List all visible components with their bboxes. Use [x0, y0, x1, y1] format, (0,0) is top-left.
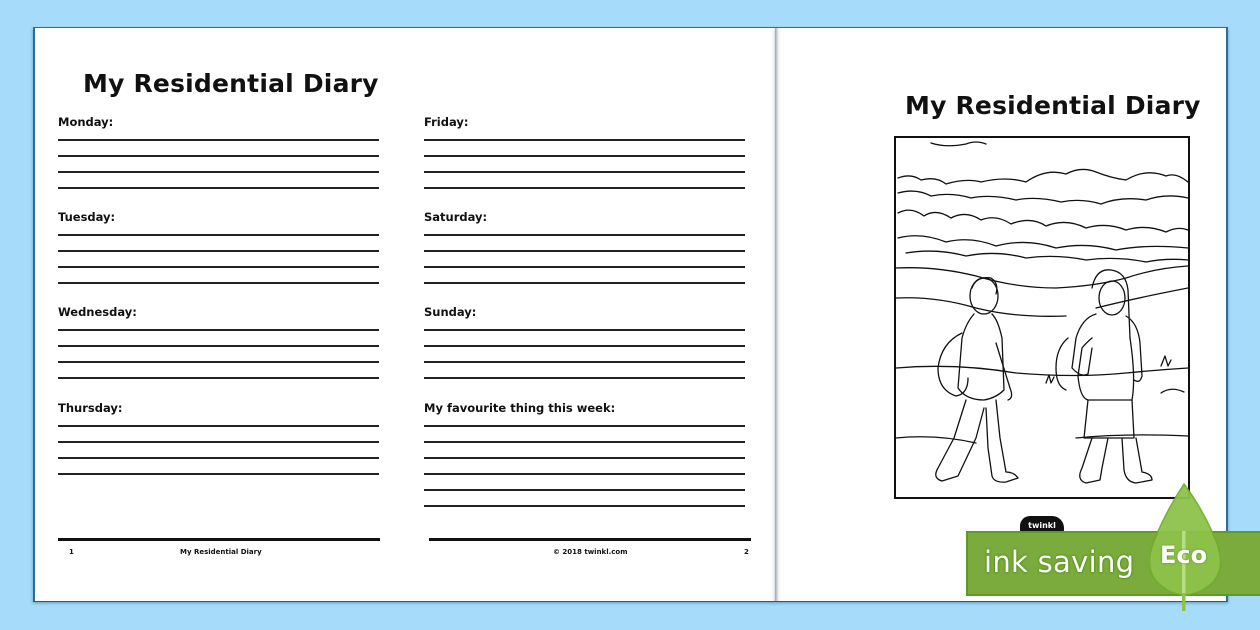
section-label: Wednesday:: [58, 305, 137, 319]
eco-label: Eco: [1160, 541, 1208, 569]
writing-line[interactable]: [424, 441, 745, 443]
writing-line[interactable]: [58, 361, 379, 363]
writing-line[interactable]: [58, 329, 379, 331]
writing-lines: [424, 139, 745, 189]
cover-title: My Residential Diary: [905, 91, 1201, 120]
writing-line[interactable]: [58, 441, 379, 443]
section-monday: [58, 115, 379, 203]
writing-line[interactable]: [424, 473, 745, 475]
writing-line[interactable]: [424, 425, 745, 427]
writing-line[interactable]: [424, 187, 745, 189]
section-sunday: [424, 305, 745, 393]
writing-line[interactable]: [58, 234, 379, 236]
writing-line[interactable]: [424, 282, 745, 284]
section-friday: [424, 115, 745, 203]
writing-lines: [58, 234, 379, 284]
writing-lines: [424, 234, 745, 284]
section-wednesday: [58, 305, 379, 393]
writing-line[interactable]: [58, 187, 379, 189]
writing-line[interactable]: [424, 139, 745, 141]
diary-inner-page: [33, 27, 775, 601]
eco-leaf-badge: [1146, 481, 1226, 616]
children-walking-illustration-icon: [896, 138, 1188, 497]
section-label: Friday:: [424, 115, 469, 129]
section-label: Thursday:: [58, 401, 123, 415]
section-tuesday: [58, 210, 379, 298]
spine-shadow: [775, 28, 781, 601]
writing-lines: [58, 139, 379, 189]
section-favourite-thing: [424, 401, 745, 521]
writing-lines: [58, 329, 379, 379]
footer-rule-right: [429, 538, 751, 541]
writing-line[interactable]: [424, 266, 745, 268]
writing-line[interactable]: [424, 505, 745, 507]
footer-page-number-left: 1: [69, 548, 74, 556]
writing-line[interactable]: [58, 171, 379, 173]
writing-lines: [424, 329, 745, 379]
writing-line[interactable]: [424, 171, 745, 173]
writing-line[interactable]: [58, 250, 379, 252]
ink-saving-label: ink saving: [984, 545, 1135, 579]
writing-line[interactable]: [58, 139, 379, 141]
writing-lines: [58, 425, 379, 475]
section-saturday: [424, 210, 745, 298]
writing-line[interactable]: [58, 473, 379, 475]
writing-line[interactable]: [424, 155, 745, 157]
section-label: Monday:: [58, 115, 114, 129]
writing-line[interactable]: [58, 266, 379, 268]
page-title: My Residential Diary: [83, 69, 379, 98]
footer-copyright: © 2018 twinkl.com: [553, 548, 628, 556]
writing-line[interactable]: [424, 361, 745, 363]
writing-lines: [424, 425, 745, 507]
writing-line[interactable]: [58, 457, 379, 459]
footer-rule-left: [58, 538, 380, 541]
section-thursday: [58, 401, 379, 489]
cover-illustration: [894, 136, 1190, 499]
writing-line[interactable]: [424, 345, 745, 347]
writing-line[interactable]: [58, 377, 379, 379]
writing-line[interactable]: [424, 250, 745, 252]
section-label: Tuesday:: [58, 210, 116, 224]
section-label: My favourite thing this week:: [424, 401, 616, 415]
writing-line[interactable]: [58, 425, 379, 427]
twinkl-logo: twinkl: [1020, 516, 1064, 534]
writing-line[interactable]: [424, 377, 745, 379]
writing-line[interactable]: [424, 489, 745, 491]
footer-title: My Residential Diary: [180, 548, 262, 556]
section-label: Sunday:: [424, 305, 477, 319]
writing-line[interactable]: [424, 329, 745, 331]
writing-line[interactable]: [424, 457, 745, 459]
writing-line[interactable]: [58, 155, 379, 157]
section-label: Saturday:: [424, 210, 488, 224]
writing-line[interactable]: [58, 345, 379, 347]
writing-line[interactable]: [424, 234, 745, 236]
writing-line[interactable]: [58, 282, 379, 284]
footer-page-number-right: 2: [744, 548, 749, 556]
